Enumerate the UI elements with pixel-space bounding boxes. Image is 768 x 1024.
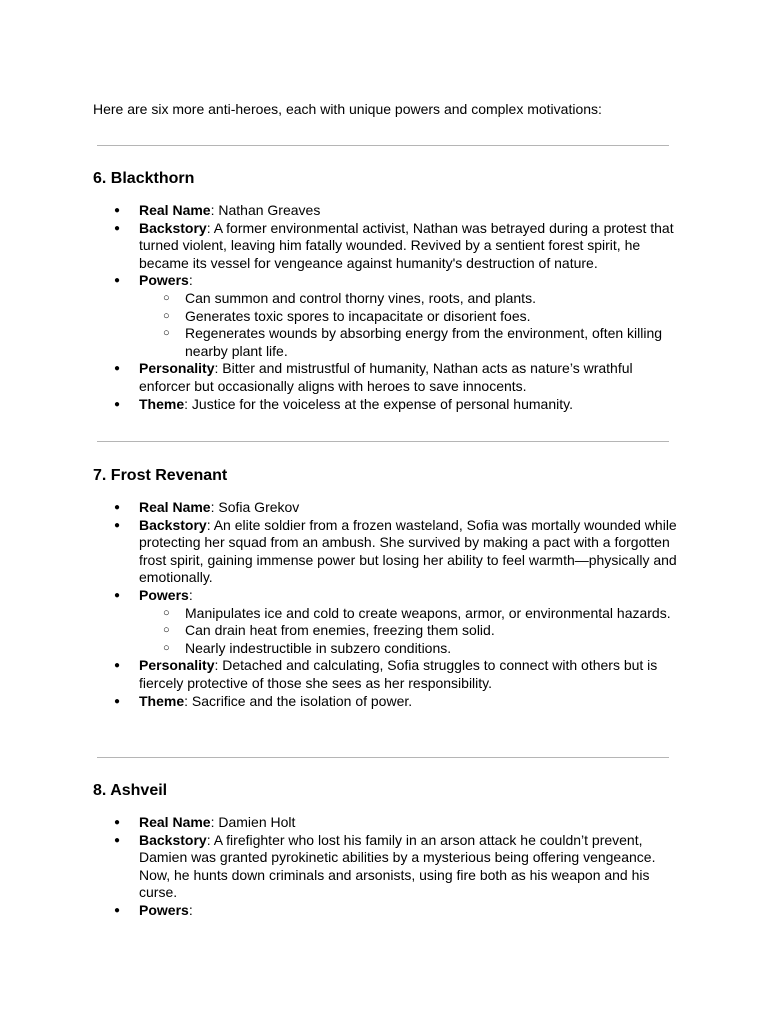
section-heading: 8. Ashveil: [93, 782, 168, 799]
list-item-personality: ● Personality: Detached and calculating, Sofia struggles to connect with others but is fiercely protective of those she sees as her responsibility.: [93, 657, 683, 692]
list-item-theme: ● Theme: Justice for the voiceless at the expense of personal humanity.: [93, 396, 683, 414]
power-item: ○ Nearly indestructible in subzero conditions.: [139, 640, 683, 658]
section-heading: 6. Blackthorn: [93, 170, 195, 187]
power-item: ○ Can summon and control thorny vines, roots, and plants.: [139, 290, 683, 308]
section-blackthorn: [93, 169, 683, 412]
powers-list: [139, 290, 683, 360]
power-item: ○ Generates toxic spores to incapacitate or disorient foes.: [139, 308, 683, 326]
power-item: ○ Can drain heat from enemies, freezing them solid.: [139, 622, 683, 640]
power-item: ○ Regenerates wounds by absorbing energy from the environment, often killing nearby plant life.: [139, 325, 683, 360]
list-item-real-name: ● Real Name: Nathan Greaves: [93, 202, 683, 220]
list-item-real-name: ● Real Name: Damien Holt: [93, 814, 683, 832]
list-item-powers: ● Powers: ○ Can summon and control thorny vines, roots, and plants. ○ Generates toxic spores to incapacitate or disorient foes. ○ Regenerates wounds by absorbing energy from the environment, often killing nearby plant life.: [93, 272, 683, 360]
list-item-personality: ● Personality: Bitter and mistrustful of humanity, Nathan acts as nature’s wrathful enforcer but occasionally aligns with heroes to save innocents.: [93, 360, 683, 395]
attribute-list: [93, 499, 683, 710]
power-item: ○ Manipulates ice and cold to create weapons, armor, or environmental hazards.: [139, 605, 683, 623]
section-ashveil: [93, 781, 683, 918]
list-item-backstory: ● Backstory: An elite soldier from a frozen wasteland, Sofia was mortally wounded while protecting her squad from an ambush. She survived by making a pact with a forgotten frost spirit, gaining immense power but losing her ability to feel warmth—physically and emotionally.: [93, 517, 683, 587]
attribute-list: [93, 814, 683, 920]
list-item-powers: ● Powers:: [93, 902, 683, 920]
section-frost-revenant: [93, 466, 683, 709]
list-item-theme: ● Theme: Sacrifice and the isolation of power.: [93, 693, 683, 711]
section-divider: [97, 757, 669, 758]
intro-paragraph: Here are six more anti-heroes, each with unique powers and complex motivations:: [93, 101, 602, 117]
list-item-backstory: ● Backstory: A firefighter who lost his family in an arson attack he couldn’t prevent, Damien was granted pyrokinetic abilities by a mysterious being offering vengeance. Now, he hunts down criminals and arsonists, using fire both as his weapon and his curse.: [93, 832, 683, 902]
powers-list: [139, 605, 683, 658]
section-divider: [97, 441, 669, 442]
attribute-list: [93, 202, 683, 413]
section-heading: 7. Frost Revenant: [93, 467, 228, 484]
list-item-powers: ● Powers: ○ Manipulates ice and cold to create weapons, armor, or environmental hazards. ○ Can drain heat from enemies, freezing them solid. ○ Nearly indestructible in subzero conditions.: [93, 587, 683, 657]
list-item-real-name: ● Real Name: Sofia Grekov: [93, 499, 683, 517]
section-divider: [97, 145, 669, 146]
list-item-backstory: ● Backstory: A former environmental activist, Nathan was betrayed during a protest that turned violent, leaving him fatally wounded. Revived by a sentient forest spirit, he became its vessel for vengeance against humanity's destruction of nature.: [93, 220, 683, 273]
